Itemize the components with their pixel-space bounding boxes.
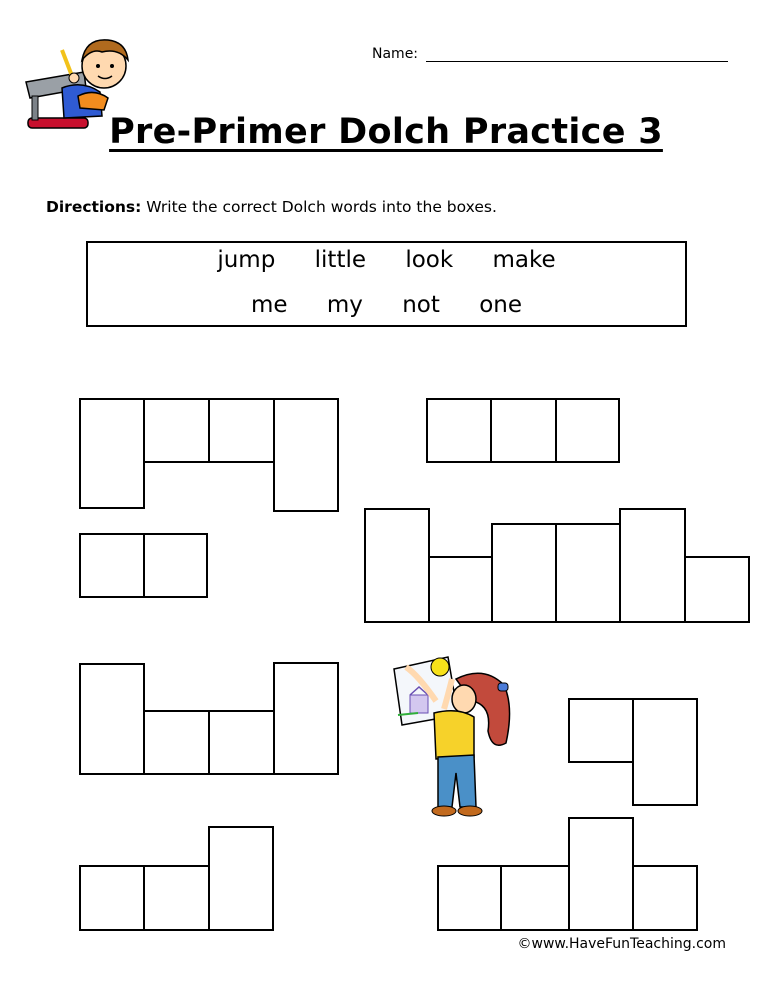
word-bank-row-1 bbox=[88, 247, 685, 273]
letter-box[interactable] bbox=[208, 710, 275, 775]
word-bank-word: look bbox=[405, 247, 454, 273]
letter-box[interactable] bbox=[79, 663, 145, 775]
word-bank bbox=[86, 241, 687, 327]
letter-box[interactable] bbox=[555, 398, 620, 463]
letter-box[interactable] bbox=[364, 508, 430, 623]
letter-box[interactable] bbox=[143, 533, 208, 598]
letter-box[interactable] bbox=[79, 398, 145, 509]
letter-box[interactable] bbox=[143, 398, 210, 463]
letter-box[interactable] bbox=[208, 398, 275, 463]
directions bbox=[46, 198, 497, 216]
word-bank-word: my bbox=[326, 292, 363, 318]
word-bank-word: jump bbox=[217, 247, 276, 273]
copyright-footer: ©www.HaveFunTeaching.com bbox=[517, 936, 726, 952]
letter-box[interactable] bbox=[273, 398, 339, 512]
letter-box[interactable] bbox=[426, 398, 492, 463]
letter-box[interactable] bbox=[619, 508, 686, 623]
letter-box[interactable] bbox=[490, 398, 557, 463]
letter-box[interactable] bbox=[632, 698, 698, 806]
letter-box[interactable] bbox=[568, 817, 634, 931]
letter-box[interactable] bbox=[428, 556, 493, 623]
word-bank-word: make bbox=[492, 247, 556, 273]
word-bank-word: little bbox=[314, 247, 366, 273]
word-bank-word: not bbox=[402, 292, 440, 318]
letter-box[interactable] bbox=[79, 865, 145, 931]
letter-box[interactable] bbox=[684, 556, 750, 623]
letter-box[interactable] bbox=[555, 523, 621, 623]
name-label: Name: bbox=[372, 46, 419, 62]
girl-holding-picture-clipart-icon bbox=[388, 655, 522, 820]
letter-box[interactable] bbox=[632, 865, 698, 931]
word-bank-word: one bbox=[479, 292, 522, 318]
letter-box[interactable] bbox=[273, 662, 339, 775]
letter-box[interactable] bbox=[437, 865, 502, 931]
name-field[interactable] bbox=[372, 46, 728, 62]
page-title: Pre-Primer Dolch Practice 3 bbox=[109, 112, 663, 152]
directions-text: Write the correct Dolch words into the boxes. bbox=[146, 198, 497, 216]
name-line[interactable] bbox=[426, 47, 728, 62]
word-bank-word: me bbox=[250, 292, 288, 318]
word-bank-row-2 bbox=[88, 292, 685, 318]
letter-box[interactable] bbox=[491, 523, 557, 623]
letter-box[interactable] bbox=[143, 710, 210, 775]
directions-label: Directions: bbox=[46, 198, 142, 216]
letter-box[interactable] bbox=[500, 865, 570, 931]
letter-box[interactable] bbox=[568, 698, 634, 763]
letter-box[interactable] bbox=[143, 865, 210, 931]
letter-box[interactable] bbox=[208, 826, 274, 931]
letter-box[interactable] bbox=[79, 533, 145, 598]
